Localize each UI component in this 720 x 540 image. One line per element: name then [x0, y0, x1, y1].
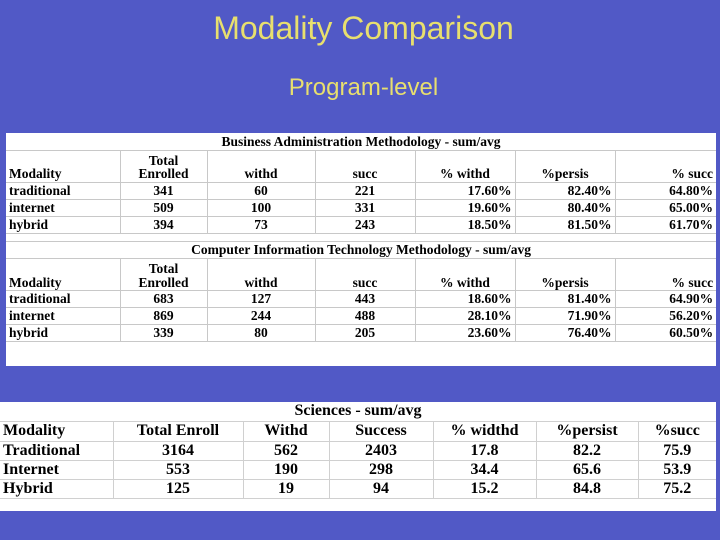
cell-value: 94	[329, 479, 433, 498]
cell-value: 28.10%	[415, 308, 515, 325]
cit-table-title: Computer Information Technology Methodology - sum/avg	[6, 242, 716, 259]
cell-value: 75.2	[638, 479, 716, 498]
business-header-row	[6, 150, 716, 182]
cell-value: 71.90%	[515, 308, 615, 325]
header-total-enrolled: Total Enrolled	[120, 150, 207, 182]
header-pct-succ: % succ	[615, 150, 716, 182]
cell-value: 869	[120, 308, 207, 325]
cell-value: 221	[315, 182, 415, 199]
header-modality: Modality	[6, 259, 120, 291]
cell-value: 19.60%	[415, 199, 515, 216]
cell-value: 125	[113, 479, 243, 498]
cell-value: 17.8	[433, 441, 536, 460]
table-row	[6, 291, 716, 308]
cell-value: 75.9	[638, 441, 716, 460]
header-modality: Modality	[0, 421, 113, 441]
sciences-panel	[0, 402, 716, 511]
table-row	[6, 182, 716, 199]
cell-modality: traditional	[6, 182, 120, 199]
cell-value: 244	[207, 308, 315, 325]
cell-value: 73	[207, 216, 315, 233]
cell-value: 61.70%	[615, 216, 716, 233]
cell-value: 18.50%	[415, 216, 515, 233]
cell-modality: Traditional	[0, 441, 113, 460]
cell-value: 80.40%	[515, 199, 615, 216]
cell-modality: internet	[6, 308, 120, 325]
cell-value: 488	[315, 308, 415, 325]
cell-value: 2403	[329, 441, 433, 460]
header-total-enroll: Total Enroll	[113, 421, 243, 441]
cell-value: 341	[120, 182, 207, 199]
cell-value: 298	[329, 460, 433, 479]
header-persis: %persis	[515, 259, 615, 291]
cell-value: 81.50%	[515, 216, 615, 233]
table-row	[0, 441, 716, 460]
cell-value: 127	[207, 291, 315, 308]
cell-value: 3164	[113, 441, 243, 460]
cell-value: 76.40%	[515, 325, 615, 342]
cell-value: 17.60%	[415, 182, 515, 199]
cell-value: 56.20%	[615, 308, 716, 325]
cell-value: 82.40%	[515, 182, 615, 199]
cell-modality: Internet	[0, 460, 113, 479]
header-succ: succ	[315, 259, 415, 291]
table-row	[0, 460, 716, 479]
business-table-title: Business Administration Methodology - sum/avg	[6, 133, 716, 150]
header-withd: Withd	[243, 421, 329, 441]
cell-value: 509	[120, 199, 207, 216]
cell-value: 243	[315, 216, 415, 233]
slide-title: Modality Comparison	[213, 10, 514, 46]
cit-table	[6, 242, 716, 343]
cell-value: 53.9	[638, 460, 716, 479]
cell-value: 34.4	[433, 460, 536, 479]
slide-subtitle: Program-level	[288, 74, 439, 101]
cell-modality: hybrid	[6, 216, 120, 233]
header-pct-widthd: % widthd	[433, 421, 536, 441]
header-withd: withd	[207, 150, 315, 182]
cell-value: 331	[315, 199, 415, 216]
header-modality: Modality	[6, 150, 120, 182]
cell-value: 65.6	[536, 460, 638, 479]
cell-value: 80	[207, 325, 315, 342]
header-success: Success	[329, 421, 433, 441]
cell-value: 18.60%	[415, 291, 515, 308]
header-pct-succ: % succ	[615, 259, 716, 291]
sciences-table-title: Sciences - sum/avg	[0, 402, 716, 421]
cell-value: 443	[315, 291, 415, 308]
cell-value: 23.60%	[415, 325, 515, 342]
cell-value: 190	[243, 460, 329, 479]
table-row	[6, 325, 716, 342]
program-tables-panel	[6, 133, 716, 366]
table-row	[6, 199, 716, 216]
cell-modality: internet	[6, 199, 120, 216]
cell-value: 683	[120, 291, 207, 308]
table-row	[0, 479, 716, 498]
cell-value: 82.2	[536, 441, 638, 460]
header-succ: succ	[315, 150, 415, 182]
sciences-table	[0, 402, 716, 499]
header-persis: %persis	[515, 150, 615, 182]
table-row	[6, 216, 716, 233]
cell-modality: hybrid	[6, 325, 120, 342]
header-pct-withd: % withd	[415, 150, 515, 182]
header-succ: %succ	[638, 421, 716, 441]
cell-value: 100	[207, 199, 315, 216]
cell-value: 60.50%	[615, 325, 716, 342]
cit-header-row	[6, 259, 716, 291]
business-table	[6, 133, 716, 242]
header-persist: %persist	[536, 421, 638, 441]
cell-modality: Hybrid	[0, 479, 113, 498]
cell-value: 15.2	[433, 479, 536, 498]
sciences-header-row	[0, 421, 716, 441]
cell-value: 81.40%	[515, 291, 615, 308]
cell-value: 339	[120, 325, 207, 342]
cell-value: 64.90%	[615, 291, 716, 308]
cell-value: 64.80%	[615, 182, 716, 199]
cell-value: 65.00%	[615, 199, 716, 216]
cell-value: 562	[243, 441, 329, 460]
cell-value: 60	[207, 182, 315, 199]
header-withd: withd	[207, 259, 315, 291]
cell-value: 205	[315, 325, 415, 342]
cell-value: 84.8	[536, 479, 638, 498]
cell-value: 19	[243, 479, 329, 498]
cell-modality: traditional	[6, 291, 120, 308]
cell-value: 553	[113, 460, 243, 479]
cell-value: 394	[120, 216, 207, 233]
table-row	[6, 308, 716, 325]
header-pct-withd: % withd	[415, 259, 515, 291]
header-total-enrolled: Total Enrolled	[120, 259, 207, 291]
